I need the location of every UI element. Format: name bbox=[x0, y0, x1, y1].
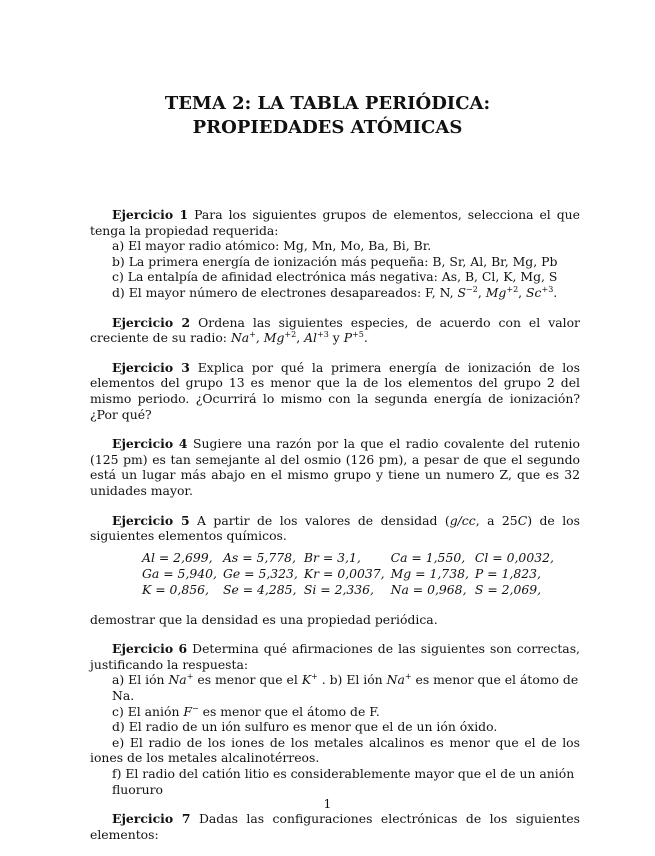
density-cell: Se = 4,285, bbox=[222, 581, 297, 597]
exercise-1-item-d: d) El mayor número de electrones desapareados: F, N, $S^{-2}$, $Mg^{+2}$, $Sc^{+3}$. bbox=[112, 284, 558, 300]
item-b-text: . b) El ión bbox=[321, 672, 383, 688]
exercise-6-text: Determina qué afirmaciones de las siguientes son correctas, justificando la respuesta: bbox=[90, 641, 580, 672]
exercise-4-label: Ejercicio 4 bbox=[112, 436, 188, 452]
exercise-1 bbox=[90, 207, 580, 301]
density-cell: Na = 0,968, bbox=[390, 581, 467, 597]
item-a-text: a) El ión bbox=[112, 672, 165, 688]
item-d-text: d) El mayor número de electrones desapareados: F, N, bbox=[112, 284, 454, 300]
ion-mg: Mg bbox=[485, 284, 507, 300]
exercise-3 bbox=[90, 360, 580, 422]
density-cell: K = 0,856, bbox=[142, 581, 209, 597]
density-cell: Al = 2,699, bbox=[142, 549, 213, 565]
density-row bbox=[142, 566, 560, 582]
exercise-5 bbox=[90, 513, 580, 628]
ion-sc: Sc bbox=[526, 284, 542, 300]
species-p-charge: +5 bbox=[352, 330, 364, 340]
item-c-text-2: es menor que el átomo de F. bbox=[202, 703, 380, 719]
ion-f-charge: − bbox=[192, 703, 199, 713]
exercise-5-text-mid: , a 25 bbox=[475, 512, 518, 528]
exercise-6-item-f: f) El radio del catión litio es considerablemente mayor que el de un anión fluoruro bbox=[112, 766, 575, 797]
density-cell: Br = 3,1, bbox=[303, 549, 361, 565]
species-na-charge: + bbox=[249, 330, 256, 340]
page-number: 1 bbox=[323, 796, 332, 811]
exercise-6 bbox=[90, 641, 580, 797]
exercise-6-statement bbox=[90, 641, 580, 672]
species-na: Na bbox=[230, 330, 250, 346]
temperature-unit: C bbox=[517, 512, 528, 528]
density-cell: Kr = 0,0037, bbox=[303, 565, 385, 581]
exercise-7-text: Dadas las configuraciones electrónicas de los siguientes elementos: bbox=[90, 811, 580, 842]
item-c-text: c) El anión bbox=[112, 703, 180, 719]
species-al: Al bbox=[304, 330, 317, 346]
species-p: P bbox=[343, 330, 353, 346]
density-cell: Cl = 0,0032, bbox=[474, 549, 554, 565]
exercise-6-item-e: e) El radio de los iones de los metales alcalinos es menor que el de los iones de los metales alcalinotérreos. bbox=[90, 734, 580, 766]
ion-sc-charge: +3 bbox=[541, 284, 554, 294]
exercise-2-label: Ejercicio 2 bbox=[112, 314, 191, 330]
exercise-1-text: Para los siguientes grupos de elementos, selecciona el que tenga la propiedad requerida: bbox=[90, 207, 580, 238]
ion-na: Na bbox=[168, 672, 187, 688]
title-line-1: TEMA 2: LA TABLA PERIÓDICA: bbox=[164, 93, 491, 114]
exercise-5-text-before: A partir de los valores de densidad ( bbox=[197, 512, 450, 528]
item-b-text-2: es menor que el átomo de Na. bbox=[112, 672, 579, 704]
ion-s: S bbox=[457, 284, 467, 300]
exercise-4-text: Sugiere una razón por la que el radio covalente del rutenio (125 pm) es tan semejante al del osmio (126 pm), a pesar de que el segundo está un lugar más abajo en el mismo grupo y tiene un numero Z, que es 32 unidades mayor. bbox=[90, 436, 580, 498]
exercise-5-label: Ejercicio 5 bbox=[112, 512, 190, 528]
exercise-1-statement bbox=[90, 207, 580, 238]
title-line-2: PROPIEDADES ATÓMICAS bbox=[192, 117, 463, 138]
exercise-6-item-c bbox=[90, 704, 580, 720]
density-cell: Ge = 5,323, bbox=[222, 565, 298, 581]
density-cell: P = 1,823, bbox=[474, 565, 541, 581]
exercise-7 bbox=[90, 811, 580, 842]
exercise-1-item-c: c) La entalpía de afinidad electrónica más negativa: As, B, Cl, K, Mg, S bbox=[112, 269, 558, 285]
document-title bbox=[0, 92, 655, 140]
exercise-list bbox=[90, 207, 580, 856]
ion-f: F bbox=[183, 703, 192, 719]
ion-na-charge: + bbox=[404, 672, 412, 682]
exercise-2-text: Ordena las siguientes especies, de acuerdo con el valor creciente de su radio: bbox=[90, 314, 580, 346]
ion-k: K bbox=[301, 672, 312, 688]
exercise-6-item-d: d) El radio de un ión sulfuro es menor que el de un ión óxido. bbox=[112, 719, 498, 735]
exercise-2: Ejercicio 2 Ordena las siguientes especies, de acuerdo con el valor creciente de su radio: Na+, $Mg^{+2}$, $Al^{+3}$ y $P^{+5}$. bbox=[90, 314, 580, 346]
ion-na: Na bbox=[386, 672, 405, 688]
exercise-6-item-ab bbox=[90, 672, 580, 703]
density-unit: g/cc bbox=[449, 512, 476, 528]
density-cell: Ca = 1,550, bbox=[390, 549, 466, 565]
density-cell: S = 2,069, bbox=[474, 581, 542, 597]
exercise-1-item-a: a) El mayor radio atómico: Mg, Mn, Mo, Ba, Bi, Br. bbox=[112, 238, 432, 254]
exercise-6-label: Ejercicio 6 bbox=[112, 641, 188, 657]
density-cell: Si = 2,336, bbox=[303, 581, 374, 597]
species-mg: Mg bbox=[263, 330, 285, 346]
species-mg-charge: +2 bbox=[284, 330, 297, 340]
density-cell: Ga = 5,940, bbox=[142, 565, 217, 581]
density-table bbox=[142, 550, 560, 598]
exercise-5-statement bbox=[90, 513, 580, 544]
ion-s-charge: −2 bbox=[466, 284, 478, 294]
density-row bbox=[142, 550, 560, 566]
exercise-1-item-b: b) La primera energía de ionización más pequeña: B, Sr, Al, Br, Mg, Pb bbox=[112, 253, 558, 269]
conjunction: y bbox=[332, 330, 340, 346]
density-cell: As = 5,778, bbox=[222, 549, 296, 565]
item-a-text-2: es menor que el bbox=[197, 672, 298, 688]
species-al-charge: +3 bbox=[317, 330, 329, 340]
exercise-3-text: Explica por qué la primera energía de ionización de los elementos del grupo 13 es menor que la de los elementos del grupo 2 del mismo periodo. ¿Ocurrirá lo mismo con la segunda energía de ionización? ¿Por qué? bbox=[90, 359, 580, 422]
ion-na-charge: + bbox=[186, 672, 194, 682]
ion-k-charge: + bbox=[311, 672, 318, 682]
exercise-5-conclusion: demostrar que la densidad es una propiedad periódica. bbox=[90, 611, 438, 627]
exercise-4 bbox=[90, 436, 580, 498]
exercise-3-label: Ejercicio 3 bbox=[112, 359, 190, 375]
exercise-7-label: Ejercicio 7 bbox=[112, 811, 191, 827]
ion-mg-charge: +2 bbox=[506, 284, 519, 294]
density-cell: Mg = 1,738, bbox=[390, 565, 469, 581]
exercise-5-text-after: ) de los siguientes elementos químicos. bbox=[90, 512, 580, 544]
exercise-1-label: Ejercicio 1 bbox=[112, 207, 189, 222]
density-row bbox=[142, 582, 560, 598]
